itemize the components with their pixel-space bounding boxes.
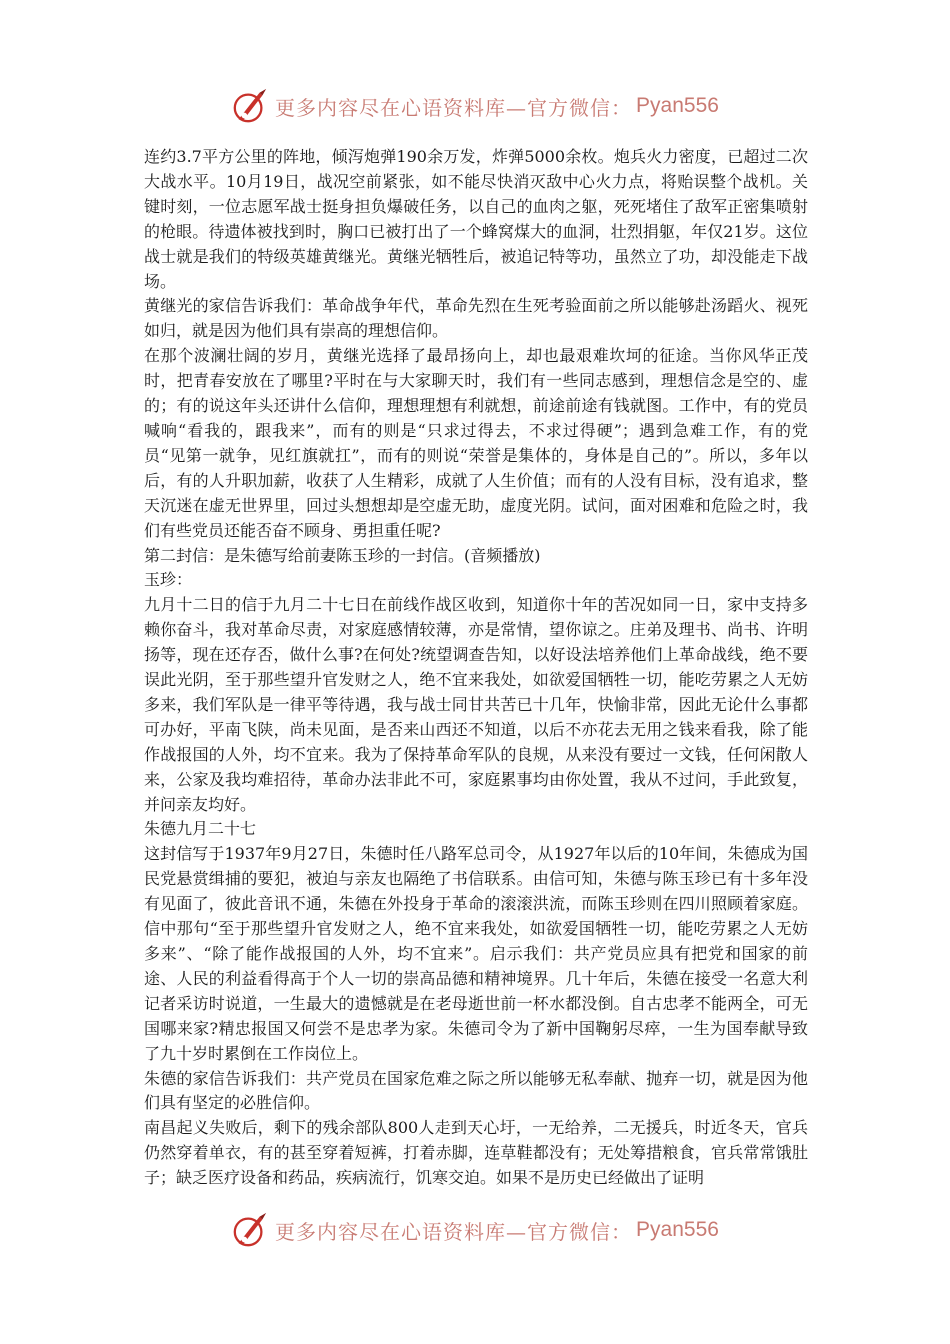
letter-body: 九月十二日的信于九月二十七日在前线作战区收到，知道你十年的苦况如同一日，家中支持多赖你奋斗，我对革命尽责，对家庭感情较薄，亦是常情，望你谅之。庄弟及理书、尚书、许明扬等，现在还存否，做什么事?在何处?统望调查告知，以好设法培养他们上革命战线，绝不要误此光阴，至于那些望升官发财之人，绝不宜来我处，如欲爱国牺牲一切，能吃劳累之人无妨多来，我们军队是一律平等待遇，我与战士同甘共苦已十几年，快愉非常，因此无论什么事都可办好，平南飞陕，尚未见面，是否来山西还不知道，以后不亦花去无用之钱来看我，除了能作战报国的人外，均不宜来。我为了保持革命军队的良规，从来没有要过一文钱，任何闲散人来，公家及我均难招待，革命办法非此不可，家庭累事均由你处置，我从不过问，手此致复，并问亲友均好。 — [144, 595, 808, 814]
quill-pen-logo-icon — [231, 87, 269, 125]
header-watermark — [0, 84, 950, 128]
watermark-wechat-id: Pyan556 — [636, 94, 719, 117]
watermark-text: 更多内容尽在心语资料库—官方微信： — [275, 95, 633, 120]
document-body — [144, 145, 808, 1191]
letter-salutation: 玉珍： — [144, 570, 193, 590]
footer-watermark — [0, 1208, 950, 1252]
paragraph: 黄继光的家信告诉我们：革命战争年代，革命先烈在生死考验面前之所以能够赴汤蹈火、视死如归，就是因为他们具有崇高的理想信仰。 — [144, 296, 808, 341]
letter-signature: 朱德九月二十七 — [144, 819, 257, 839]
paragraph: 在那个波澜壮阔的岁月，黄继光选择了最昂扬向上，却也最艰难坎坷的征途。当你风华正茂时，把青春安放在了哪里?平时在与大家聊天时，我们有一些同志感到，理想信念是空的、虚的；有的说这年头还讲什么信仰，理想理想有利就想，前途前途有钱就图。工作中，有的党员喊响“看我的，跟我来”，而有的则是“只求过得去，不求过得硬”；遇到急难工作，有的党员“见第一就争，见红旗就扛”，而有的则说“荣誉是集体的，身体是自己的”。所以，多年以后，有的人升职加薪，收获了人生精彩，成就了人生价值；而有的人没有目标，没有追求，整天沉迷在虚无世界里，回过头想想却是空虚无助，虚度光阴。试问，面对困难和危险之时，我们有些党员还能否奋不顾身、勇担重任呢? — [144, 346, 808, 540]
paragraph: 朱德的家信告诉我们：共产党员在国家危难之际之所以能够无私奉献、抛弃一切，就是因为他们具有坚定的必胜信仰。 — [144, 1068, 808, 1113]
paragraph: 第二封信：是朱德写给前妻陈玉珍的一封信。(音频播放) — [144, 545, 541, 565]
paragraph: 连约3.7平方公里的阵地，倾泻炮弹190余万发，炸弹5000余枚。炮兵火力密度，已超过二次大战水平。10月19日，战况空前紧张，如不能尽快消灭敌中心火力点，将贻误整个战机。关键时刻，一位志愿军战士挺身担负爆破任务，以自己的血肉之躯，死死堵住了敌军正密集喷射的枪眼。待遗体被找到时，胸口已被打出了一个蜂窝煤大的血洞，壮烈捐躯，年仅21岁。这位战士就是我们的特级英雄黄继光。黄继光牺牲后，被追记特等功，虽然立了功，却没能走下战场。 — [144, 147, 808, 291]
watermark-wechat-id: Pyan556 — [636, 1218, 719, 1241]
watermark-text: 更多内容尽在心语资料库—官方微信： — [275, 1219, 633, 1244]
quill-pen-logo-icon — [231, 1211, 269, 1249]
paragraph: 南昌起义失败后，剩下的残余部队800人走到天心圩，一无给养，二无援兵，时近冬天，官兵仍然穿着单衣，有的甚至穿着短裤，打着赤脚，连草鞋都没有；无处筹措粮食，官兵常常饿肚子；缺乏医疗设备和药品，疾病流行，饥寒交迫。如果不是历史已经做出了证明 — [144, 1118, 808, 1188]
paragraph: 这封信写于1937年9月27日，朱德时任八路军总司令，从1927年以后的10年间，朱德成为国民党悬赏缉捕的要犯，被迫与亲友也隔绝了书信联系。由信可知，朱德与陈玉珍已有十多年没有见面了，彼此音讯不通，朱德在外投身于革命的滚滚洪流，而陈玉珍则在四川照顾着家庭。信中那句“至于那些望升官发财之人，绝不宜来我处，如欲爱国牺牲一切，能吃劳累之人无妨多来”、“除了能作战报国的人外，均不宜来”。启示我们：共产党员应具有把党和国家的前途、人民的利益看得高于个人一切的崇高品德和精神境界。几十年后，朱德在接受一名意大利记者采访时说道，一生最大的遗憾就是在老母逝世前一杯水都没倒。自古忠孝不能两全，可无国哪来家?精忠报国又何尝不是忠孝为家。朱德司令为了新中国鞠躬尽瘁，一生为国奉献导致了九十岁时累倒在工作岗位上。 — [144, 844, 808, 1063]
